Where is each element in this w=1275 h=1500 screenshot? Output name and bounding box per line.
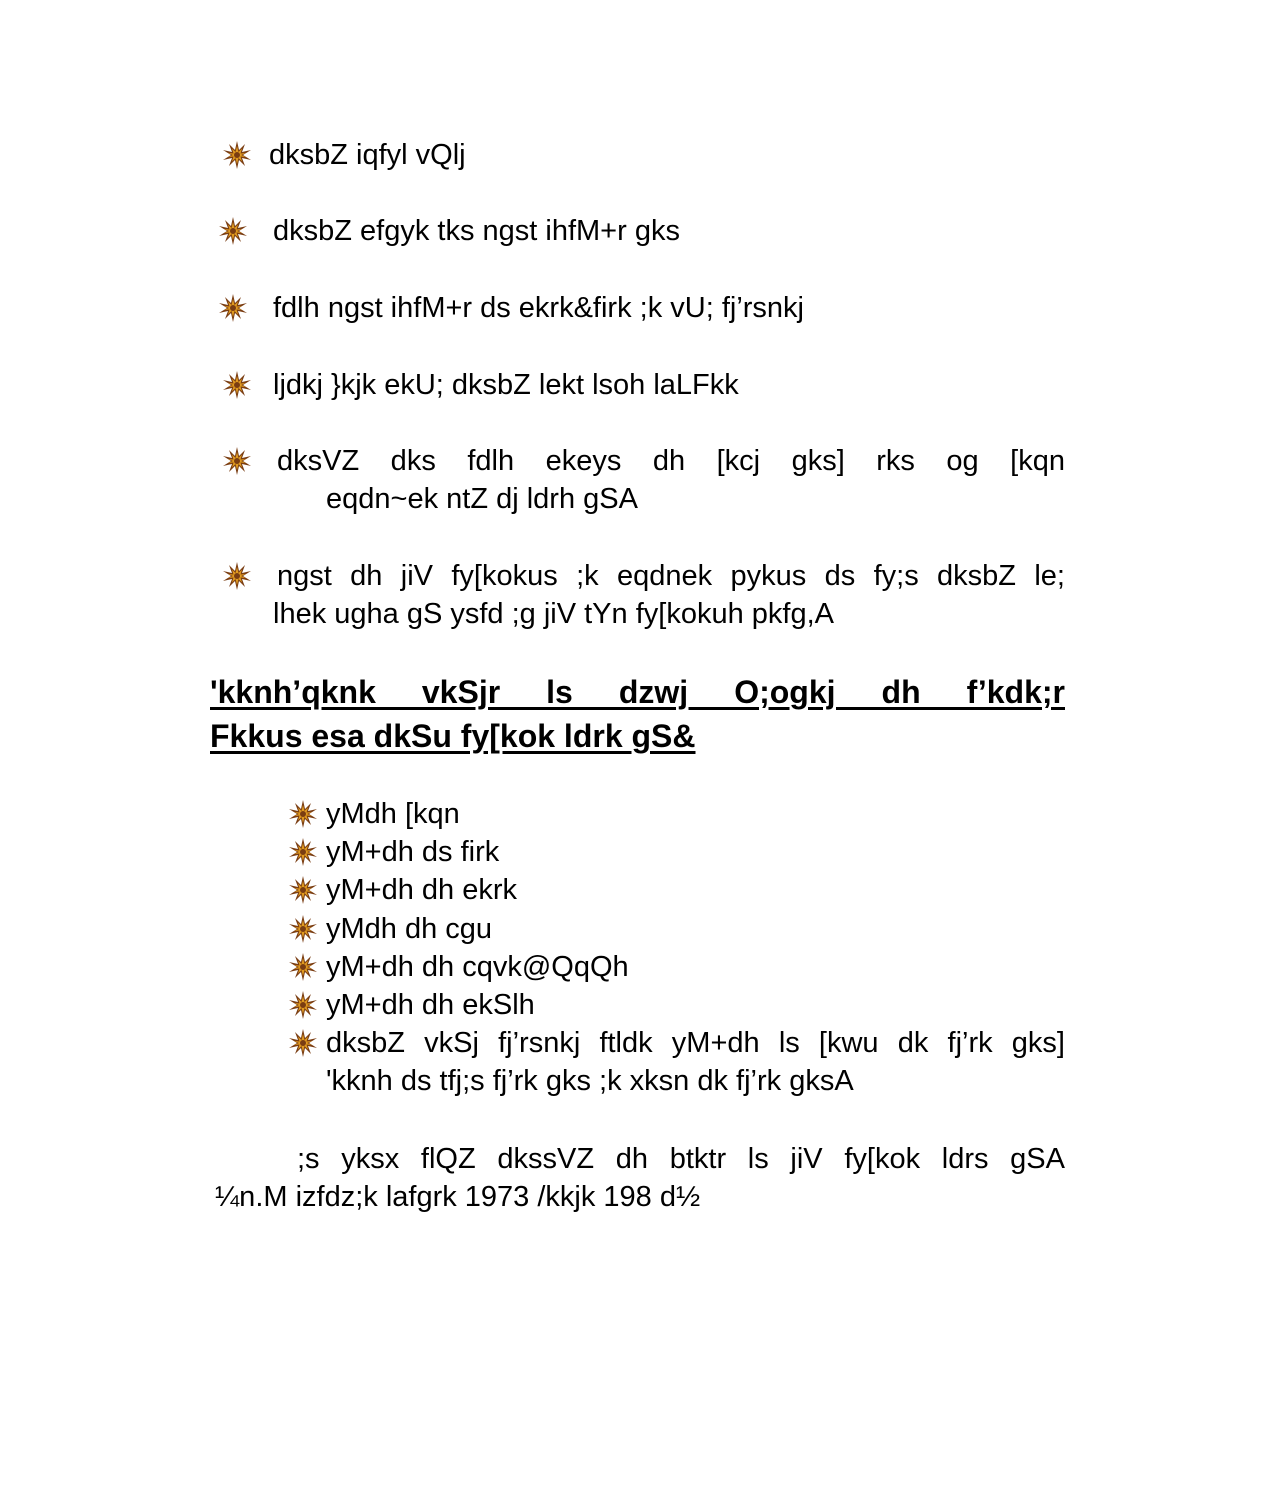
list-item-text: yMdh [kqn xyxy=(326,798,460,830)
list-item-text: dksbZ iqfyl vQlj xyxy=(269,139,466,171)
list-item xyxy=(222,557,1065,633)
paragraph-line: ;s yksx flQZ dkssVZ dh btktr ls jiV fy[kok ldrs gSA xyxy=(297,1143,1065,1175)
sunburst-bullet-icon xyxy=(222,561,252,591)
sunburst-bullet-icon xyxy=(288,914,318,944)
list-item-text: dksVZ dks fdlh ekeys dh [kcj gks] rks og [kqn xyxy=(277,445,1065,477)
sunburst-bullet-icon xyxy=(288,837,318,867)
list-item-text: fdlh ngst ihfM+r ds ekrk&firk ;k vU; fj’rsnkj xyxy=(273,292,804,324)
sunburst-bullet-icon xyxy=(288,799,318,829)
list-item-text: yM+dh dh cqvk@QqQh xyxy=(326,951,629,983)
closing-paragraph xyxy=(215,1140,1065,1216)
list-item xyxy=(288,833,499,871)
sunburst-bullet-icon xyxy=(222,446,252,476)
heading-line: Fkkus esa dkSu fy[kok ldrk gS& xyxy=(210,718,696,754)
list-item xyxy=(288,910,492,948)
list-item-text: yM+dh ds firk xyxy=(326,836,500,868)
sunburst-bullet-icon xyxy=(222,370,252,400)
sunburst-bullet-icon xyxy=(218,293,248,323)
sunburst-bullet-icon xyxy=(288,875,318,905)
list-item xyxy=(288,986,535,1024)
list-item xyxy=(218,289,1065,327)
list-item-text: dksbZ vkSj fj’rsnkj ftldk yM+dh ls [kwu dk fj’rk gks] xyxy=(326,1027,1065,1059)
list-item-text: dksbZ efgyk tks ngst ihfM+r gks xyxy=(273,215,680,247)
sunburst-bullet-icon xyxy=(288,1028,318,1058)
list-item-continuation: eqdn~ek ntZ dj ldrh gSA xyxy=(326,483,638,515)
sunburst-bullet-icon xyxy=(218,216,248,246)
list-item-continuation: lhek ugha gS ysfd ;g jiV tYn fy[kokuh pkfg,A xyxy=(273,598,834,630)
list-item xyxy=(222,442,1065,518)
list-item-continuation: 'kknh ds tfj;s fj’rk gks ;k xksn dk fj’rk gksA xyxy=(326,1065,854,1097)
sunburst-bullet-icon xyxy=(288,952,318,982)
section-heading xyxy=(210,670,1065,758)
list-item xyxy=(288,1024,1065,1100)
list-item-text: ljdkj }kjk ekU; dksbZ lekt lsoh laLFkk xyxy=(273,369,739,401)
list-item xyxy=(222,366,1065,404)
heading-line: 'kknh’qknk vkSjr ls dzwj O;ogkj dh f’kdk;r xyxy=(210,674,1065,710)
paragraph-line: ¼n.M izfdz;k lafgrk 1973 /kkjk 198 d½ xyxy=(215,1181,701,1213)
list-item xyxy=(218,212,1065,250)
list-item xyxy=(288,948,629,986)
list-item xyxy=(288,871,517,909)
list-item-text: yMdh dh cgu xyxy=(326,913,493,945)
list-item-text: yM+dh dh ekSlh xyxy=(326,989,535,1021)
list-item xyxy=(288,795,460,833)
list-item-text: ngst dh jiV fy[kokus ;k eqdnek pykus ds fy;s dksbZ le; xyxy=(277,560,1065,592)
sunburst-bullet-icon xyxy=(288,990,318,1020)
sunburst-bullet-icon xyxy=(222,140,252,170)
list-item xyxy=(222,136,1065,174)
list-item-text: yM+dh dh ekrk xyxy=(326,874,518,906)
